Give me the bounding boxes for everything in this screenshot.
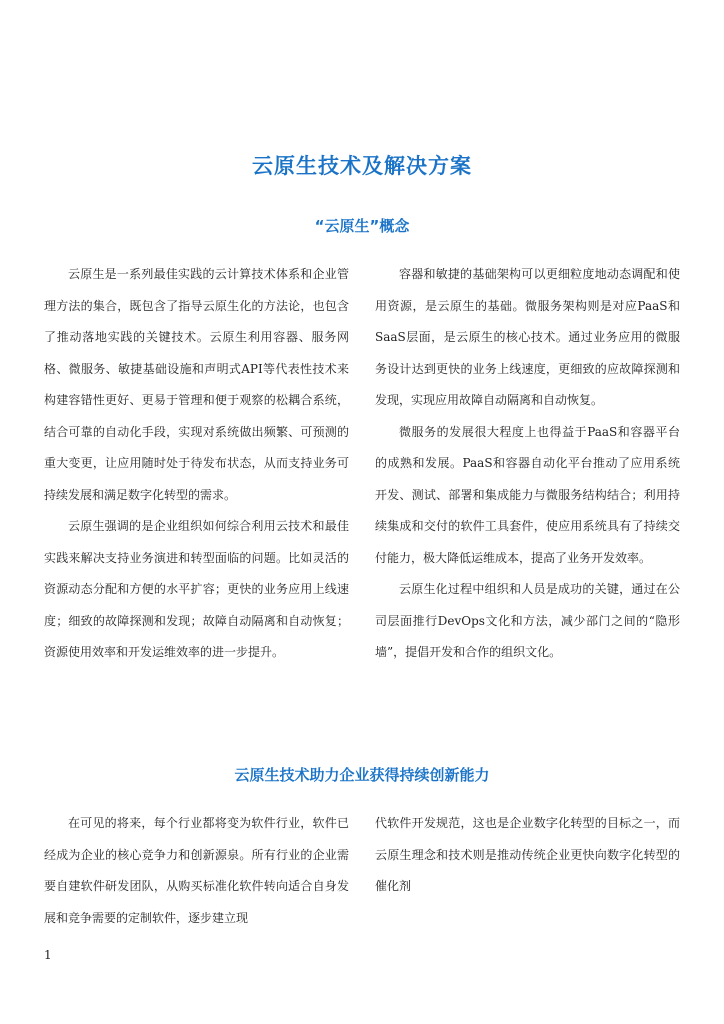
paragraph: 云原生强调的是企业组织如何综合利用云技术和最佳实践来解决支持业务演进和转型面临的问题。比如灵活的资源动态分配和方便的水平扩容；更快的业务应用上线速度；细致的故障探测和发现；故障自动隔离和自动恢复；资源使用效率和开发运维效率的进一步提升。	[44, 519, 349, 659]
page-title: 云原生技术及解决方案	[252, 154, 472, 178]
section2-column-right	[375, 808, 680, 903]
paragraph: 云原生化过程中组织和人员是成功的关键，通过在公司层面推行DevOps文化和方法，减少部门之间的“隐形墙”，提倡开发和合作的组织文化。	[375, 582, 680, 659]
page-number: 1	[44, 948, 52, 962]
section2-column-left	[44, 808, 349, 934]
paragraph: 代软件开发规范，这也是企业数字化转型的目标之一，而云原生理念和技术则是推动传统企业更快向数字化转型的催化剂	[375, 816, 680, 893]
paragraph: 容器和敏捷的基础架构可以更细粒度地动态调配和使用资源，是云原生的基础。微服务架构则是对应PaaS和SaaS层面，是云原生的核心技术。通过业务应用的微服务设计达到更快的业务上线速度，更细致的应故障探测和发现，实现应用故障自动隔离和自动恢复。	[375, 267, 680, 407]
paragraph: 微服务的发展很大程度上也得益于PaaS和容器平台的成熟和发展。PaaS和容器自动化平台推动了应用系统开发、测试、部署和集成能力与微服务结构结合；利用持续集成和交付的软件工具套件，使应用系统具有了持续交付能力，极大降低运维成本，提高了业务开发效率。	[375, 424, 680, 565]
paragraph: 云原生是一系列最佳实践的云计算技术体系和企业管理方法的集合，既包含了指导云原生化的方法论，也包含了推动落地实践的关键技术。云原生利用容器、服务网格、微服务、敏捷基础设施和声明式API等代表性技术来构建容错性更好、更易于管理和便于观察的松耦合系统，结合可靠的自动化手段，实现对系统做出频繁、可预测的重大变更，让应用随时处于待发布状态，从而支持业务可持续发展和满足数字化转型的需求。	[44, 267, 349, 502]
section1-column-left	[44, 259, 349, 669]
section-heading-concept: “云原生”概念	[314, 217, 410, 235]
section-heading-innovation: 云原生技术助力企业获得持续创新能力	[234, 766, 490, 784]
section1-column-right	[375, 259, 680, 669]
paragraph: 在可见的将来，每个行业都将变为软件行业，软件已经成为企业的核心竞争力和创新源泉。所有行业的企业需要自建软件研发团队，从购买标准化软件转向适合自身发展和竞争需要的定制软件，逐步建立现	[44, 816, 349, 925]
